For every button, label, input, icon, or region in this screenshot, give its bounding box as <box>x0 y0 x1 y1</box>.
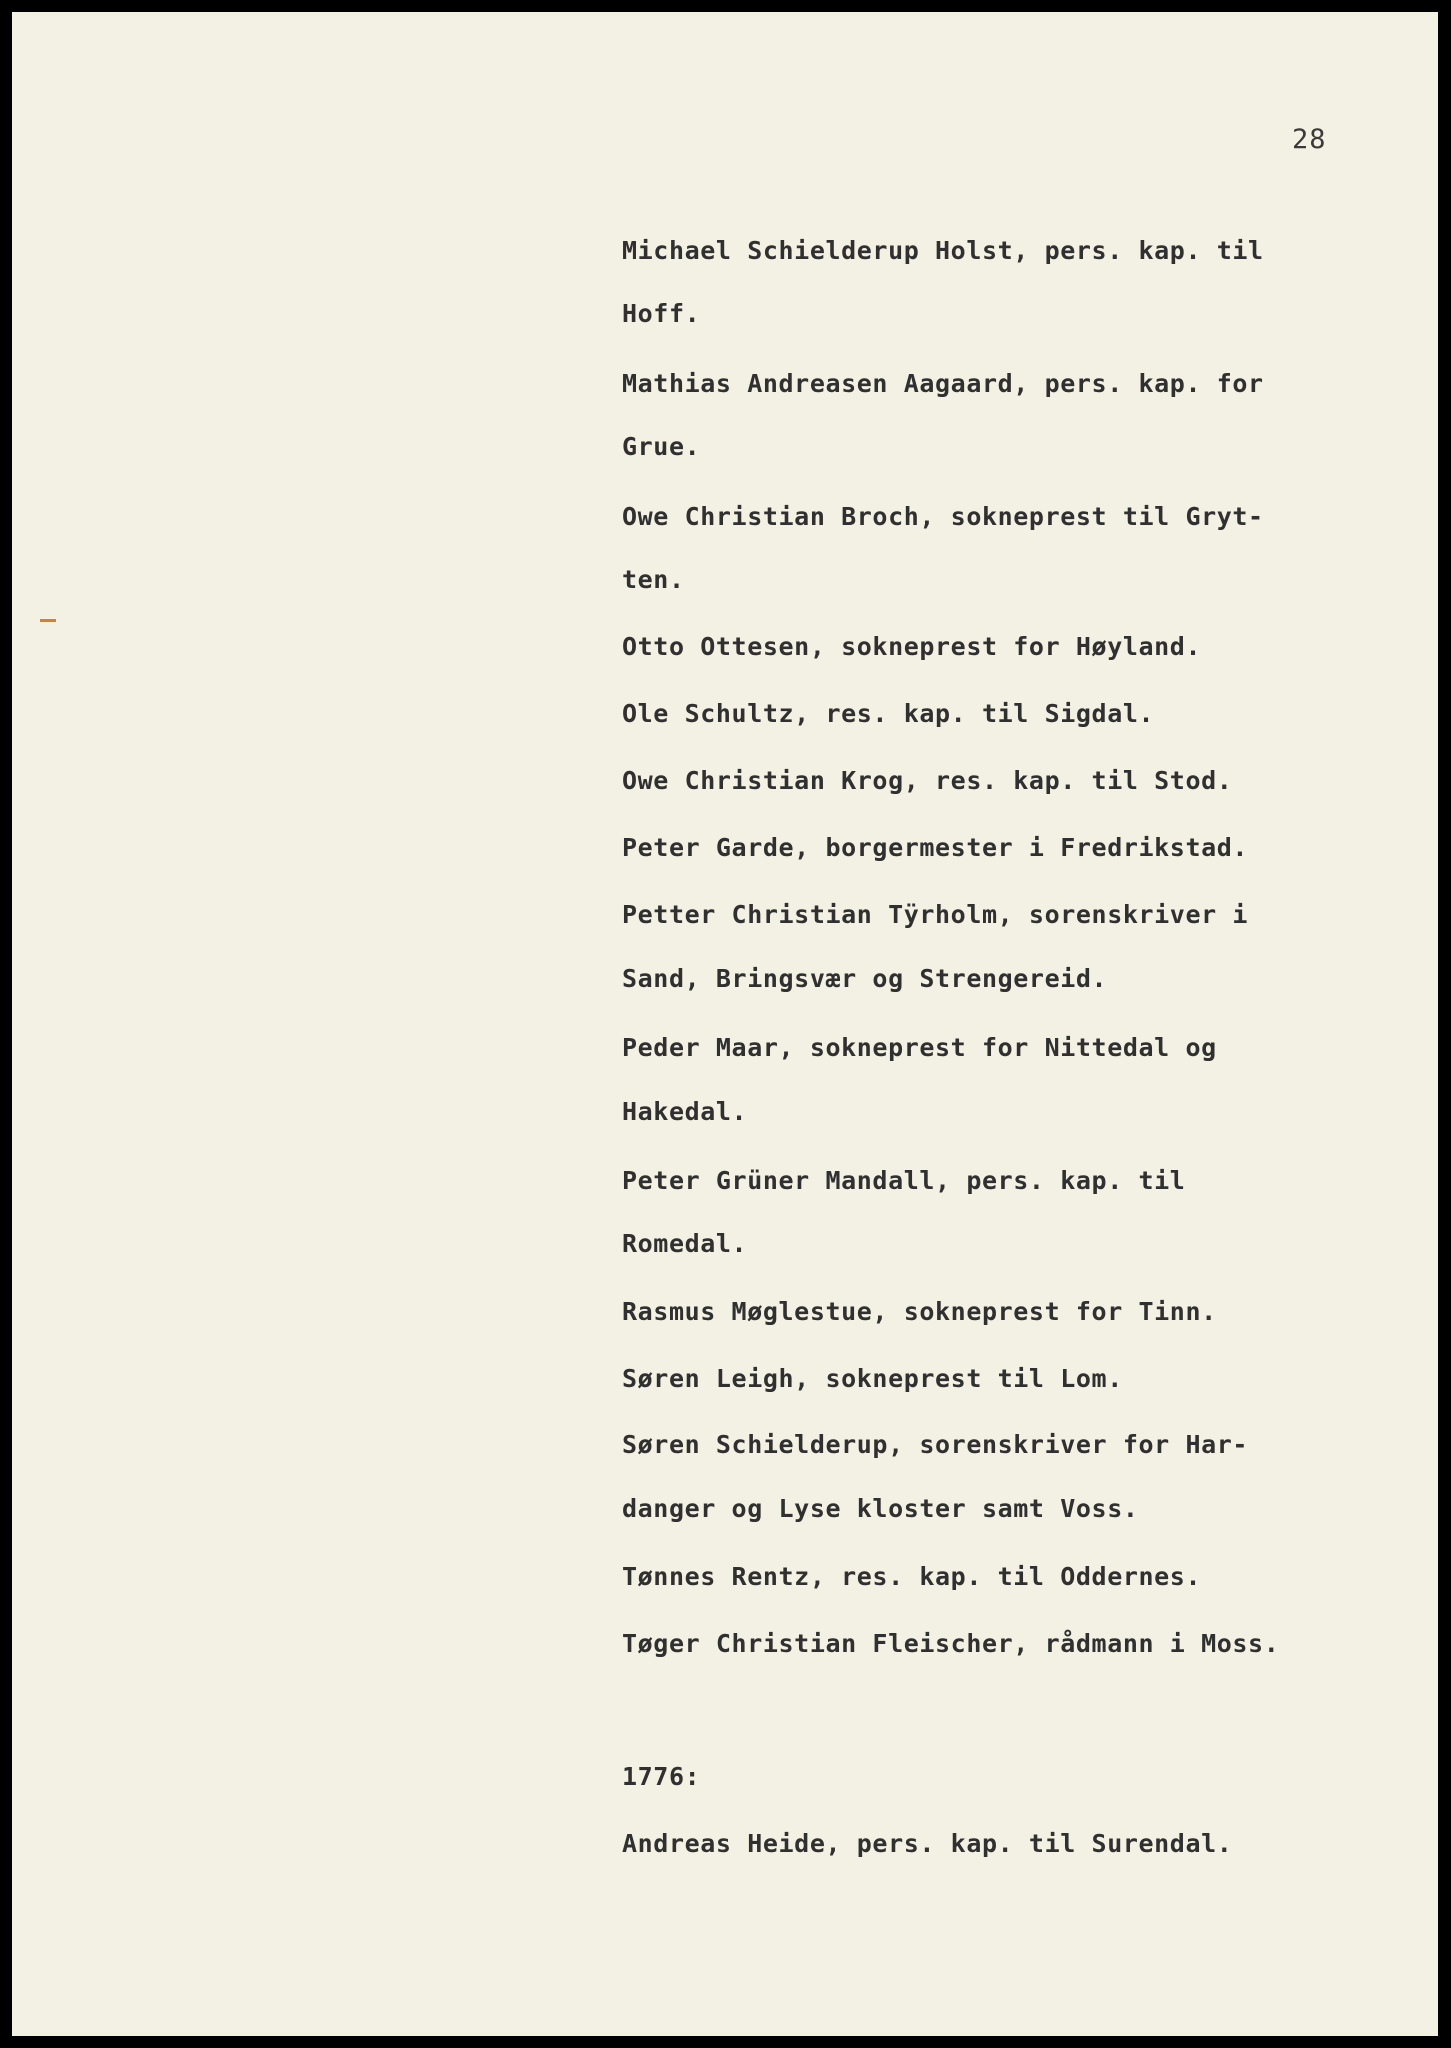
text-line: Søren Leigh, sokneprest til Lom. <box>622 1364 1123 1393</box>
text-line: Peter Grüner Mandall, pers. kap. til <box>622 1166 1186 1195</box>
text-line: Tøger Christian Fleischer, rådmann i Moss. <box>622 1629 1280 1658</box>
text-line: Hoff. <box>622 299 701 328</box>
text-line: Sand, Bringsvær og Strengereid. <box>622 964 1108 993</box>
text-line: Peter Garde, borgermester i Fredrikstad. <box>622 833 1249 862</box>
page-number: 28 <box>1292 124 1327 155</box>
text-line: danger og Lyse kloster samt Voss. <box>622 1494 1139 1523</box>
text-line: Peder Maar, sokneprest for Nittedal og <box>622 1033 1217 1062</box>
text-line: ten. <box>622 565 685 594</box>
text-line: Michael Schielderup Holst, pers. kap. til <box>622 236 1264 265</box>
year-heading: 1776: <box>622 1762 701 1791</box>
text-line: Owe Christian Krog, res. kap. til Stod. <box>622 766 1233 795</box>
text-line: Hakedal. <box>622 1097 748 1126</box>
text-line: Rasmus Møglestue, sokneprest for Tinn. <box>622 1297 1217 1326</box>
edge-mark <box>40 619 56 622</box>
text-line: Mathias Andreasen Aagaard, pers. kap. for <box>622 369 1264 398</box>
text-line: Ole Schultz, res. kap. til Sigdal. <box>622 699 1155 728</box>
document-page <box>12 12 1438 2036</box>
text-line: Tønnes Rentz, res. kap. til Oddernes. <box>622 1562 1202 1591</box>
text-line: Otto Ottesen, sokneprest for Høyland. <box>622 632 1202 661</box>
text-line: Petter Christian Tÿrholm, sorenskriver i <box>622 900 1249 929</box>
text-line: Romedal. <box>622 1229 748 1258</box>
text-line: Andreas Heide, pers. kap. til Surendal. <box>622 1829 1233 1858</box>
text-line: Søren Schielderup, sorenskriver for Har- <box>622 1430 1249 1459</box>
text-line: Grue. <box>622 432 701 461</box>
text-line: Owe Christian Broch, sokneprest til Gryt- <box>622 502 1264 531</box>
